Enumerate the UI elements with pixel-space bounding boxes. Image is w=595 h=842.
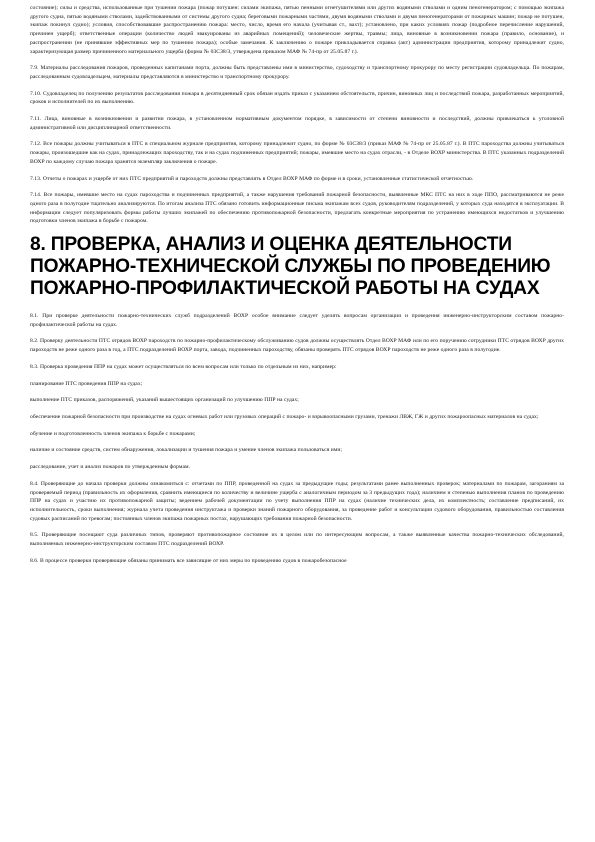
- paragraph-7-11: 7.11. Лица, виновные в возникновении и развитии пожара, в установленном нормативным документом порядке, в зависимости от степени виновности и последствий, должны привлекаться к уголовной административной или дисциплинарной ответственности.: [30, 116, 564, 131]
- section-8-heading: 8. ПРОВЕРКА, АНАЛИЗ И ОЦЕНКА ДЕЯТЕЛЬНОСТИ ПОЖАРНО-ТЕХНИЧЕСКОЙ СЛУЖБЫ ПО ПРОВЕДЕНИЮ ПОЖАРНО-ПРОФИЛАКТИЧЕСКОЙ РАБОТЫ НА СУДАХ: [30, 234, 551, 300]
- list-item-planning: планирование ПТС проведения ППР на судах;: [30, 380, 143, 387]
- list-item-orders: выполнение ПТС приказов, распоряжений, указаний вышестоящих организаций по улучшению ППР на судах;: [30, 397, 299, 404]
- paragraph-7-9: 7.9. Материалы расследования пожаров, проведенных капитанами порта, должны быть представлены ими в министерство, судоходству и транспортному прокурору по месту регистрации судовладельца. По пожарам, расследованным судовладельцем, материалы представляются в министерство и транспортному прокурору.: [30, 65, 564, 80]
- paragraph-7-12: 7.12. Все пожары должны учитываться в ПТС в специальном журнале предприятия, которому принадлежит судно, по форме № 03СЗ8/3 (приказ МАФ № 74-пр от 25.05.87 г.). В ПТС пароходства должны учитываться пожары, произошедшие как на судах, принадлежащих пароходству, так и на судах подчиненных предприятий; пожары, имевшие место на судах отрасли, - в Отделе ВОХР министерства. В ПТС указанных подразделений ВОХР по каждому случаю пожара хранятся экземпляр заключения о пожаре.: [30, 141, 564, 165]
- paragraph-8-2: 8.2. Проверку деятельности ПТС отрядов ВОХР пароходств по пожарно-профилактическому обслуживанию судов должны осуществлять Отдел ВОХР МАФ или по его поручению сотрудники ПТС отрядов ВОХР других пароходств не реже одного раза в год, а ПТС подразделений ВОХР порта, завода, подчиненных пароходству, обязаны проверять ПТС отрядов ВОХР пароходств не реже одного раза в полугодие.: [30, 338, 564, 354]
- paragraph-8-5: 8.5. Проверяющие посещают суда различных типов, проверяют противопожарное состояние их в целом или по интересующим вопросам, а также выявленные качества пожарно-технических обследований, выполняемых инженерно-инструкторским составом ПТС подразделений ВОХР.: [30, 532, 564, 548]
- list-item-equipment: наличие и состояние средств, систем обнаружения, локализации и тушения пожара и умение членов экипажа пользоваться ими;: [30, 447, 342, 454]
- paragraph-7-13: 7.13. Отчеты о пожарах и ущербе от них ПТС предприятий и пароходств должны представлять в Отдел ВОХР МАФ по форме и в сроки, установленные статистической отчетностью.: [30, 175, 474, 182]
- paragraph-8-3: 8.3. Проверка проведения ППР на судах может осуществляться по всем вопросам или только по отдельным из них, например:: [30, 363, 337, 370]
- list-item-investigation: расследование, учет и анализ пожаров по утвержденным формам.: [30, 464, 191, 471]
- paragraph-7-10: 7.10. Судовладелец по получению результатов расследования пожара в десятидневный срок обязан издать приказ с указанием обстоятельств, причин, виновных лиц и последствий пожара, разработанных мероприятий, сроков и исполнителей по их выполнению.: [30, 90, 564, 106]
- paragraph-8-1: 8.1. При проверке деятельности пожарно-технических служб подразделений ВОХР особое внимание следует уделять вопросам организации и проведения инженерно-инструкторским составом пожарно-профилактической работы на судах.: [30, 313, 564, 328]
- list-item-fire-safety-works: обеспечение пожарной безопасности при производстве на судах огневых работ или грузовых операций с пожаро- и взрывоопасными грузами, тренажи ЛВЖ, ГЖ и других пожароопасных материалов на судах;: [30, 413, 539, 420]
- paragraph-8-4: 8.4. Проверяющие до начала проверки должны ознакомиться с: отчетами по ППР, проведенной на судах за предыдущие годы; результатами ранее выполненных проверок; материалами по пожарам, загораниям за проверяемый период (правильность их оформления, сравнить имеющиеся по количеству и величине ущерба с аналогичным периодом за 3 предыдущих года); наличием и степенью выполнения планов по проведению ППР на судах и участию их противопожарной защиты; ведением рабочей документации по учету выполнения ППР на судах (наличие технических дела, их комплектность; составление предписаний, их исполнительность, сроки выполнения; журнала учета проведения инструктажа и проверки знаний пожарного оборудования, за проведение работ и консультации судового оборудования, правильностью составления судовых расписаний по тревогам; постоянных членов экипажа пожарных постах, нарушающих требования пожарной безопасности.: [30, 480, 564, 522]
- paragraph-7-14: 7.14. Все пожары, имевшие место на судах пароходства и подчиненных предприятий, а также нарушения требований пожарной безопасности, выявленные МКС ПТС на них в ходе ППО, рассматриваются не реже одного раза в полугодие тщательно анализируются. По итогам анализа ПТС обязано готовить информационные письма экипажам всех судов, руководителям подразделений, у которых суда находятся в эксплуатации. В информации следует популяризовать формы работы лучших экипажей по обеспечению противопожарной безопасности, предлагать конкретные мероприятия по устранению имеющихся недостатков и улучшению подготовки членов экипажа в борьбе с пожаром.: [30, 192, 564, 225]
- paragraph-8-6: 8.6. В процессе проверки проверяющие обязаны принимать все зависящие от них меры по проведению судов в пожаробезопасное: [30, 557, 347, 564]
- list-item-crew-training: обучение и подготовленность членов экипажа к борьбе с пожарами;: [30, 430, 196, 437]
- paragraph-7-8-continuation: состояние); силы и средства, использованные при тушении пожара (пожар потушен: силами экипажа, пятью пенными огнетушителями или других водяными стволами и одним пеногенератором; с помощью экипажа другого судна, пятью водяными стволами, задействованными от системы другого судна; береговыми пожарными частями, двумя водяными стволами и двумя пеногенераторами от пожарных машин; пожар не потушен, экипаж покинул судно); условия, способствовавшие распространению пожара: место, число, время его начала (учитывая ст., вахт); установлено, при каких условиях пожар (подробное перечисление нарушений, причинен ущерб); ответственные операции (количество людей эвакуированы из аварийных помещений); человеческие жертвы, травмы; лица, виновные в возникновении пожара (правило, основание), и распространении (не принявшие эффективных мер по тушению пожара); особые замечания. К заключению о пожаре прикладывается справка (акт) администрации предприятия, которому принадлежит судно, характеризующая размер причиненного материального ущерба (форма № 03СЗ8/З, утверждена приказом МАФ № 74-пр от 25.05.87 г.).: [30, 5, 564, 55]
